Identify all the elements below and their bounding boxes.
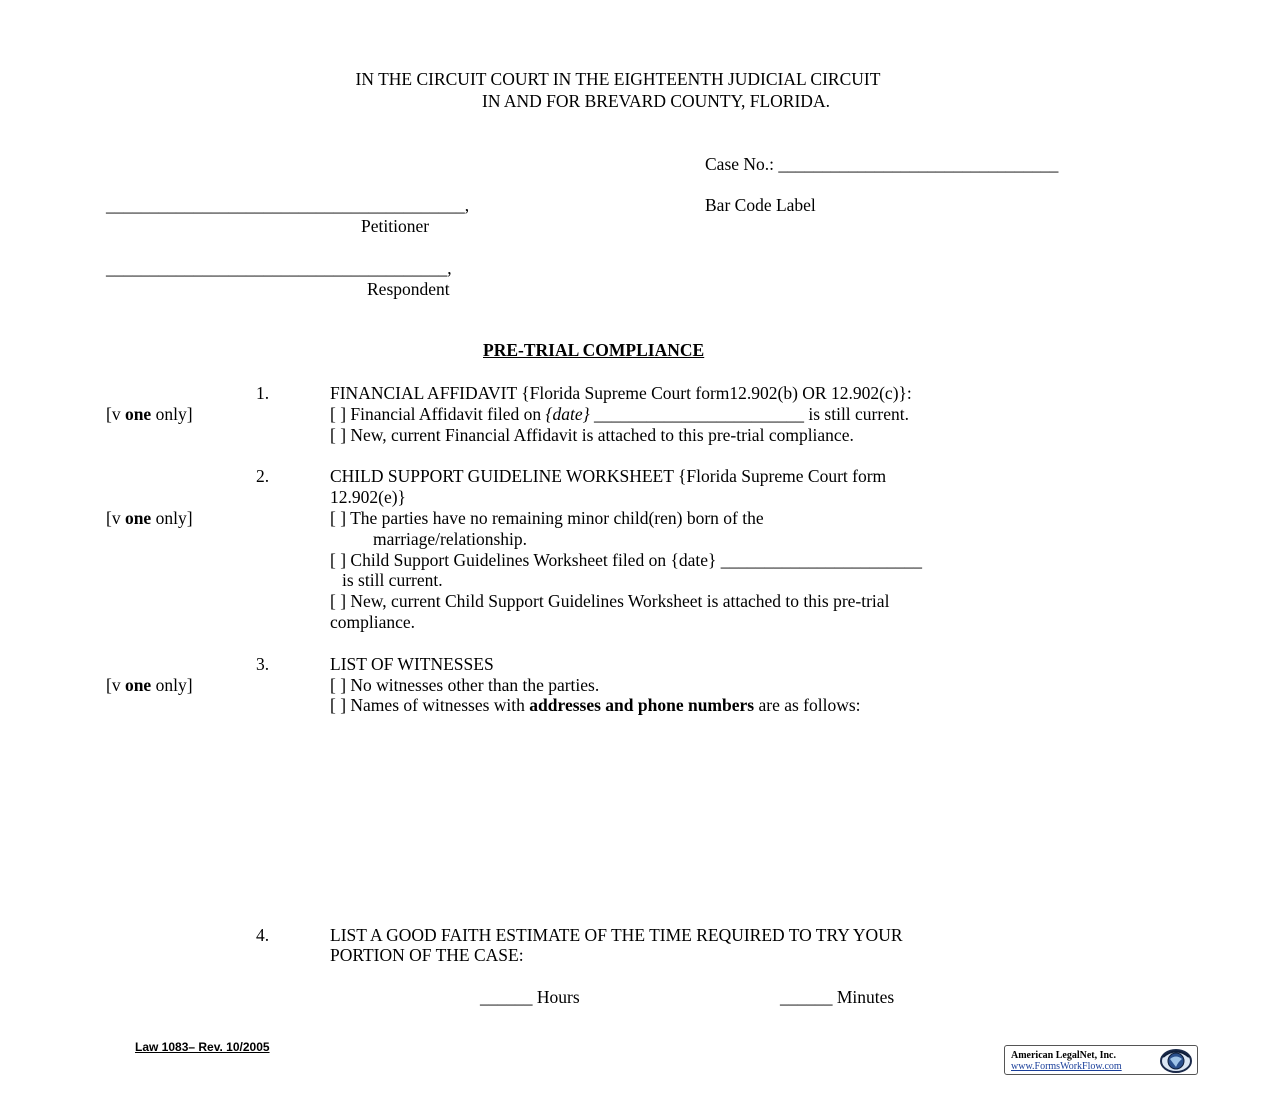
section-4-heading-line1: LIST A GOOD FAITH ESTIMATE OF THE TIME REQUIRED TO TRY YOUR (330, 925, 903, 945)
section-2-option-1[interactable]: [ ] The parties have no remaining minor child(ren) born of the (330, 508, 764, 528)
respondent-blank[interactable]: _______________________________________, (106, 258, 452, 278)
section-4-number: 4. (256, 925, 270, 945)
globe-icon (1159, 1048, 1193, 1078)
option-emphasis: addresses and phone numbers (529, 695, 755, 715)
court-heading-line1: IN THE CIRCUIT COURT IN THE EIGHTEENTH JUDICIAL CIRCUIT (355, 69, 881, 89)
section-2-option-2-cont: is still current. (342, 570, 443, 590)
publisher-logo[interactable] (1004, 1045, 1198, 1075)
option-text: [ ] Financial Affidavit filed on (330, 404, 546, 424)
section-3-option-2[interactable] (330, 695, 861, 716)
marker-open: [v (106, 508, 125, 528)
section-2-option-1-cont: marriage/relationship. (373, 529, 528, 549)
option-text: [ ] Names of witnesses with (330, 695, 530, 715)
section-3-heading: LIST OF WITNESSES (330, 654, 494, 674)
marker-open: [v (106, 675, 125, 695)
document-title: PRE-TRIAL COMPLIANCE (483, 340, 705, 360)
marker-close: only] (151, 508, 193, 528)
section-4-heading-line2: PORTION OF THE CASE: (330, 945, 524, 965)
case-number-field[interactable]: ________________________________ (778, 154, 1059, 174)
respondent-label: Respondent (367, 279, 450, 299)
publisher-url[interactable]: www.FormsWorkFlow.com (1011, 1061, 1122, 1072)
date-placeholder: {date} (545, 404, 590, 424)
marker-close: only] (151, 675, 193, 695)
marker-one: one (124, 508, 152, 528)
minutes-field[interactable]: ______ Minutes (780, 987, 895, 1007)
case-number-row (705, 154, 1058, 175)
court-heading-line2: IN AND FOR BREVARD COUNTY, FLORIDA. (482, 91, 830, 111)
select-one-marker-2 (106, 508, 193, 529)
section-1-option-1[interactable] (330, 404, 909, 425)
case-number-label: Case No.: (705, 154, 779, 174)
marker-one: one (124, 404, 152, 424)
bar-code-label: Bar Code Label (705, 195, 816, 215)
section-2-option-3[interactable]: [ ] New, current Child Support Guidelines Worksheet is attached to this pre-trial (330, 591, 890, 611)
option-text: ________________________ is still current. (589, 404, 909, 424)
marker-one: one (124, 675, 152, 695)
select-one-marker-1 (106, 404, 193, 425)
hours-field[interactable]: ______ Hours (480, 987, 580, 1007)
section-2-heading-line1: CHILD SUPPORT GUIDELINE WORKSHEET {Florida Supreme Court form (330, 466, 887, 486)
section-1-option-2[interactable]: [ ] New, current Financial Affidavit is attached to this pre-trial compliance. (330, 425, 854, 445)
publisher-name: American LegalNet, Inc. (1011, 1050, 1116, 1061)
select-one-marker-3 (106, 675, 193, 696)
section-2-option-2[interactable]: [ ] Child Support Guidelines Worksheet filed on {date} _______________________ (330, 550, 923, 570)
section-2-option-3-cont: compliance. (330, 612, 416, 632)
marker-open: [v (106, 404, 125, 424)
option-text: are as follows: (754, 695, 861, 715)
petitioner-label: Petitioner (361, 216, 430, 236)
section-2-number: 2. (256, 466, 270, 486)
section-3-number: 3. (256, 654, 270, 674)
section-1-number: 1. (256, 383, 270, 403)
section-1-heading: FINANCIAL AFFIDAVIT {Florida Supreme Court form12.902(b) OR 12.902(c)}: (330, 383, 912, 403)
section-2-heading-line2: 12.902(e)} (330, 487, 406, 507)
section-3-option-1[interactable]: [ ] No witnesses other than the parties. (330, 675, 600, 695)
petitioner-blank[interactable]: _________________________________________, (106, 195, 470, 215)
marker-close: only] (151, 404, 193, 424)
form-code: Law 1083– Rev. 10/2005 (135, 1040, 270, 1054)
